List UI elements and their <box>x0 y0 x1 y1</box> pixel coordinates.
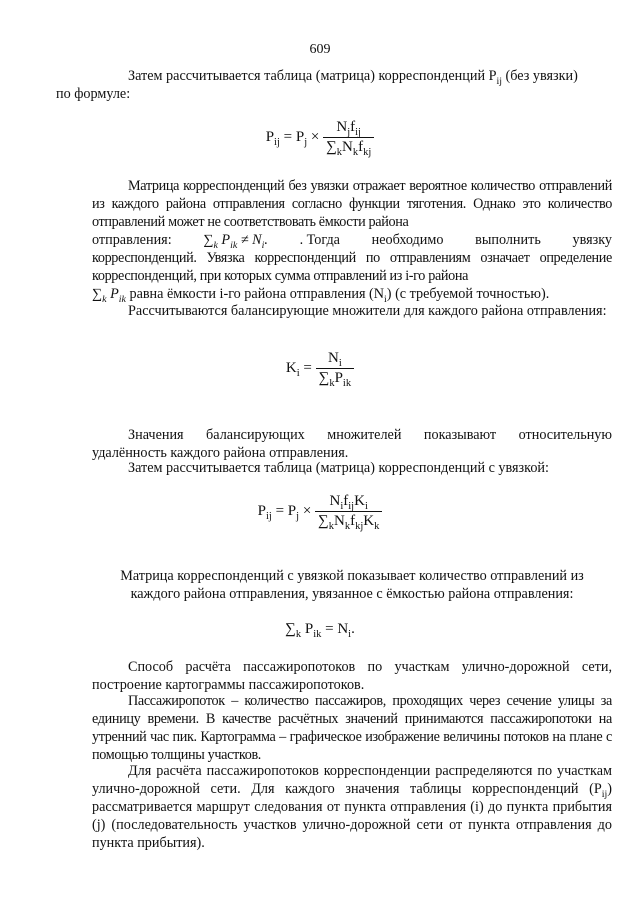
fraction-denominator: $\sum_kN_kf_{kj}K_k$ <box>318 513 380 532</box>
fraction <box>315 493 382 530</box>
paragraph-balancing-factors <box>92 303 612 321</box>
text: корреспонденций. Увязка корреспонденций по отправлениям означает определение корреспонденций, при которых сумма отправлений из i-го района <box>92 250 612 284</box>
formula-symbol: = <box>299 359 312 376</box>
paragraph-passenger-flow-definition <box>92 693 612 765</box>
inline-formula: $\sum_k$ $P_{ik} \ne N_i$. <box>203 232 268 251</box>
paragraph-intro-formula-1 <box>56 68 612 104</box>
paragraph-flow-distribution <box>92 763 612 853</box>
text: необходимо <box>371 232 444 248</box>
formula-symbol: = N <box>321 621 349 637</box>
text: Способ расчёта пассажиропотоков по участкам улично-дорожной сети, построение картограммы пассажиропотоков. <box>92 659 612 693</box>
fraction-numerator: $N_i$ <box>316 350 354 369</box>
formula-capacity-constraint <box>0 621 640 638</box>
subscript: ij <box>496 75 502 87</box>
formula-symbol: K <box>285 359 297 376</box>
formula-symbol: ∑ <box>285 621 296 637</box>
text: по формуле: <box>56 85 131 102</box>
paragraph-intro-formula-3 <box>92 460 612 478</box>
page-number: 609 <box>309 42 331 57</box>
formula-symbol: . <box>351 621 355 637</box>
fraction-denominator: $\sum_kN_kf_{kj}$ <box>326 139 372 158</box>
inline-formula: $\sum_k$ $P_{ik}$ <box>92 286 126 305</box>
subscript: j <box>304 136 308 148</box>
subscript: i <box>384 293 387 305</box>
text: . Тогда <box>299 232 340 248</box>
subscript: ik <box>313 629 322 640</box>
subscript: ij <box>265 510 272 522</box>
formula-symbol: = P <box>271 502 297 519</box>
text: Рассчитываются балансирующие множители для каждого района отправления: <box>128 303 607 319</box>
paragraph-passenger-flow-method <box>92 659 612 695</box>
formula-symbol: × <box>299 502 312 519</box>
formula-symbol: P <box>265 128 275 145</box>
subscript: ij <box>601 788 608 800</box>
paragraph-uncoupled-matrix-cont <box>92 250 612 286</box>
text: Значения балансирующих множителей показывают относительную удалённость каждого района отправления. <box>92 427 612 461</box>
text: отправления: <box>92 232 172 248</box>
formula-symbol: = P <box>279 128 305 145</box>
text: Затем рассчитывается таблица (матрица) корреспонденций P <box>128 68 497 84</box>
formula-balancing-factor <box>0 350 640 387</box>
text: ) рассматривается маршрут следования от пункта отправления (i) до пункта прибытия (j) (последовательность участков улично-дорожной сети от пункта отправления до пункта прибытия). <box>92 780 612 851</box>
formula-symbol: × <box>307 128 320 145</box>
text: Пассажиропоток – количество пассажиров, проходящих через сечение улицы за единицу времени. В качестве расчётных значений принимаются пассажиропотоки на утренний час пик. Картограмма – графическое изображение величины потоков на плане с помощью толщины участков. <box>92 693 612 763</box>
paragraph-uncoupled-matrix-line <box>92 232 612 250</box>
paragraph-uncoupled-matrix-last <box>92 286 612 304</box>
fraction-numerator: $N_if_{ij}K_i$ <box>315 493 382 512</box>
text: увязку <box>572 232 612 248</box>
text: выполнить <box>475 232 541 248</box>
subscript: i <box>296 367 300 379</box>
paragraph-factor-meaning <box>92 427 612 463</box>
text: Затем рассчитывается таблица (матрица) корреспонденций с увязкой: <box>128 460 549 476</box>
formula-symbol: P <box>257 502 266 519</box>
subscript: j <box>296 510 300 522</box>
text: Матрица корреспонденций без увязки отражает вероятное количество отправлений из каждого района отправления согласно функции тяготения. Однако это количество отправлений может не соответствовать ёмкости района <box>92 178 612 230</box>
formula-symbol: P <box>301 621 314 637</box>
subscript: k <box>295 629 302 640</box>
subscript: i <box>348 629 352 640</box>
text: равна ёмкости i-го района отправления (N <box>125 286 385 302</box>
fraction-denominator: $\sum_kP_{ik}$ <box>318 370 352 389</box>
paragraph-uncoupled-matrix <box>92 178 612 232</box>
fraction-numerator: $N_jf_{ij}$ <box>323 119 374 138</box>
text: (без увязки) <box>502 68 578 84</box>
formula-coupled-correspondence <box>0 493 640 530</box>
fraction <box>323 119 374 156</box>
text: Для расчёта пассажиропотоков корреспонденции распределяются по участкам улично-дорожной сети. Для каждого значения таблицы корреспонденций (P <box>92 763 612 797</box>
paragraph-coupled-matrix <box>96 568 608 604</box>
subscript: ij <box>274 136 280 148</box>
formula-uncoupled-correspondence <box>0 119 640 156</box>
text: Матрица корреспонденций с увязкой показывает количество отправлений из каждого района отправления, увязанное с ёмкостью района отправления: <box>120 568 584 602</box>
text: ) (с требуемой точностью). <box>386 286 550 302</box>
fraction <box>316 350 354 387</box>
